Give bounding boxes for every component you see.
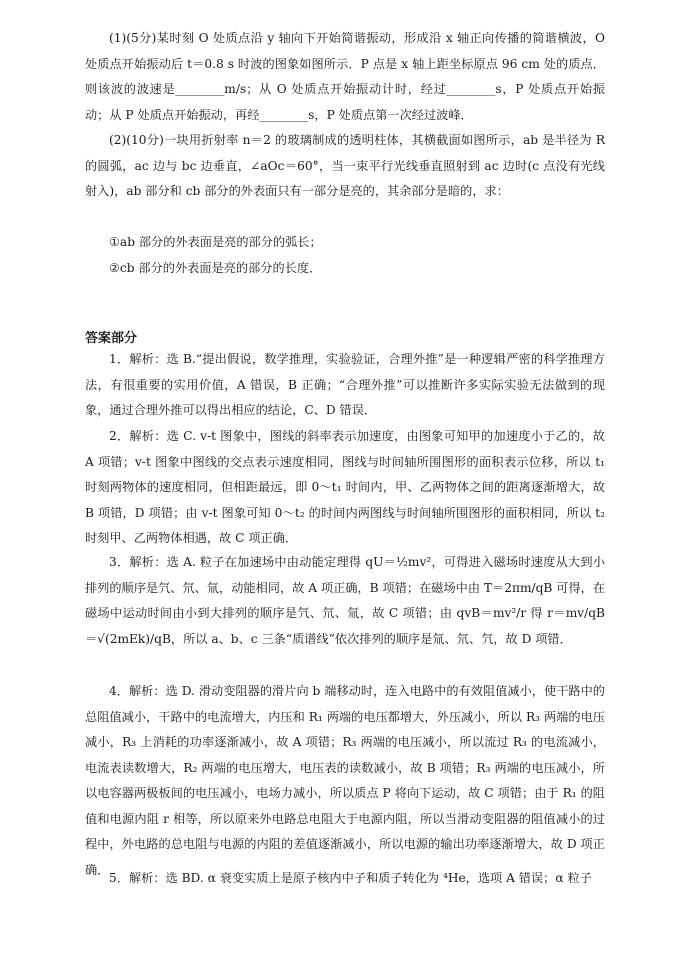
problem-part-2: (2)(10分)一块用折射率 n＝2 的玻璃制成的透明柱体，其横截面如图所示，ab 是半径为 R 的圆弧，ac 边与 bc 边垂直，∠aOc＝60°，当一束平行光线垂直照射到 ac 边时(c 点没有光线射入)，ab 部分和 cb 部分的外表面只有一部分是亮的，其余部分是暗的，求： bbox=[85, 133, 605, 198]
sub-question-2: ②cb 部分的外表面是亮的部分的长度． bbox=[109, 261, 322, 275]
answer-1: 1．解析：选 B.“提出假说，数学推理，实验验证，合理外推”是一种逻辑严密的科学推理方法，有很重要的实用价值，A 错误，B 正确；“合理外推”可以推断许多实际实验无法做到的现象，通过合理外推可以得出相应的结论，C、D 错误． bbox=[85, 352, 605, 417]
answer-2: 2．解析：选 C. v-t 图象中，图线的斜率表示加速度，由图象可知甲的加速度小于乙的，故 A 项错；v-t 图象中图线的交点表示速度相同，图线与时间轴所围图形的面积表示位移，所以 t₁ 时刻两物体的速度相同，但相距最远，即 0～t₁ 时间内，甲、乙两物体之间的距离逐渐增大，故 B 项错，D 项错；由 v-t 图象可知 0～t₂ 的时间内两图线与时间轴所围图形的面积相同，所以 t₂ 时刻甲、乙两物体相遇，故 C 项正确． bbox=[85, 429, 605, 545]
problem-part-1: (1)(5分)某时刻 O 处质点沿 y 轴向下开始简谐振动，形成沿 x 轴正向传播的简谐横波，O 处质点开始振动后 t＝0.8 s 时波的图象如图所示．P 点是 x 轴上距坐标原点 96 cm 处的质点．则该波的波速是________m/s；从 O 处质点开始振动计时，经过________s，P 处质点开始振动；从 P 处质点开始振动，再经________s，P 处质点第一次经过波峰． bbox=[85, 31, 605, 122]
answer-5: 5．解析：选 BD. α 衰变实质上是原子核内中子和质子转化为 ⁴He，选项 A 错误；α 粒子 bbox=[109, 871, 592, 885]
answers-heading: 答案部分 bbox=[85, 331, 138, 346]
sub-question-1: ①ab 部分的外表面是亮的部分的弧长； bbox=[109, 235, 322, 249]
answer-3: 3．解析：选 A. 粒子在加速场中由动能定理得 qU＝½mv²，可得进入磁场时速度从大到小排列的顺序是氕、氘、氚，动能相同，故 A 项正确，B 项错；在磁场中由 T＝2πm/qB 可得，在磁场中运动时间由小到大排列的顺序是氕、氘、氚，故 C 项错；由 qvB＝mv²/r 得 r＝mv/qB＝√(2mEk)/qB，所以 a、b、c 三条“质谱线”依次排列的顺序是氚、氘、氕，故 D 项错． bbox=[85, 555, 606, 646]
answer-4: 4．解析：选 D. 滑动变阻器的滑片向 b 端移动时，连入电路中的有效阻值减小，使干路中的总阻值减小，干路中的电流增大，内压和 R₁ 两端的电压都增大，外压减小，所以 R₃ 两端的电压减小，R₃ 上消耗的功率逐渐减小，故 A 项错；R₃ 两端的电压减小，所以流过 R₃ 的电流减小，电流表读数增大，R₂ 两端的电压增大，电压表的读数减小，故 B 项错；R₃ 两端的电压减小，所以电容器两极板间的电压减小，电场力减小，所以质点 P 将向下运动，故 C 项错；由于 R₁ 的阻值和电源内阻 r 相等，所以原来外电路总电阻大于电源内阻，所以当滑动变阻器的阻值减小的过程中，外电路的总电阻与电源的内阻的差值逐渐减小，所以电源的输出功率逐渐增大，故 D 项正确． bbox=[85, 684, 605, 877]
